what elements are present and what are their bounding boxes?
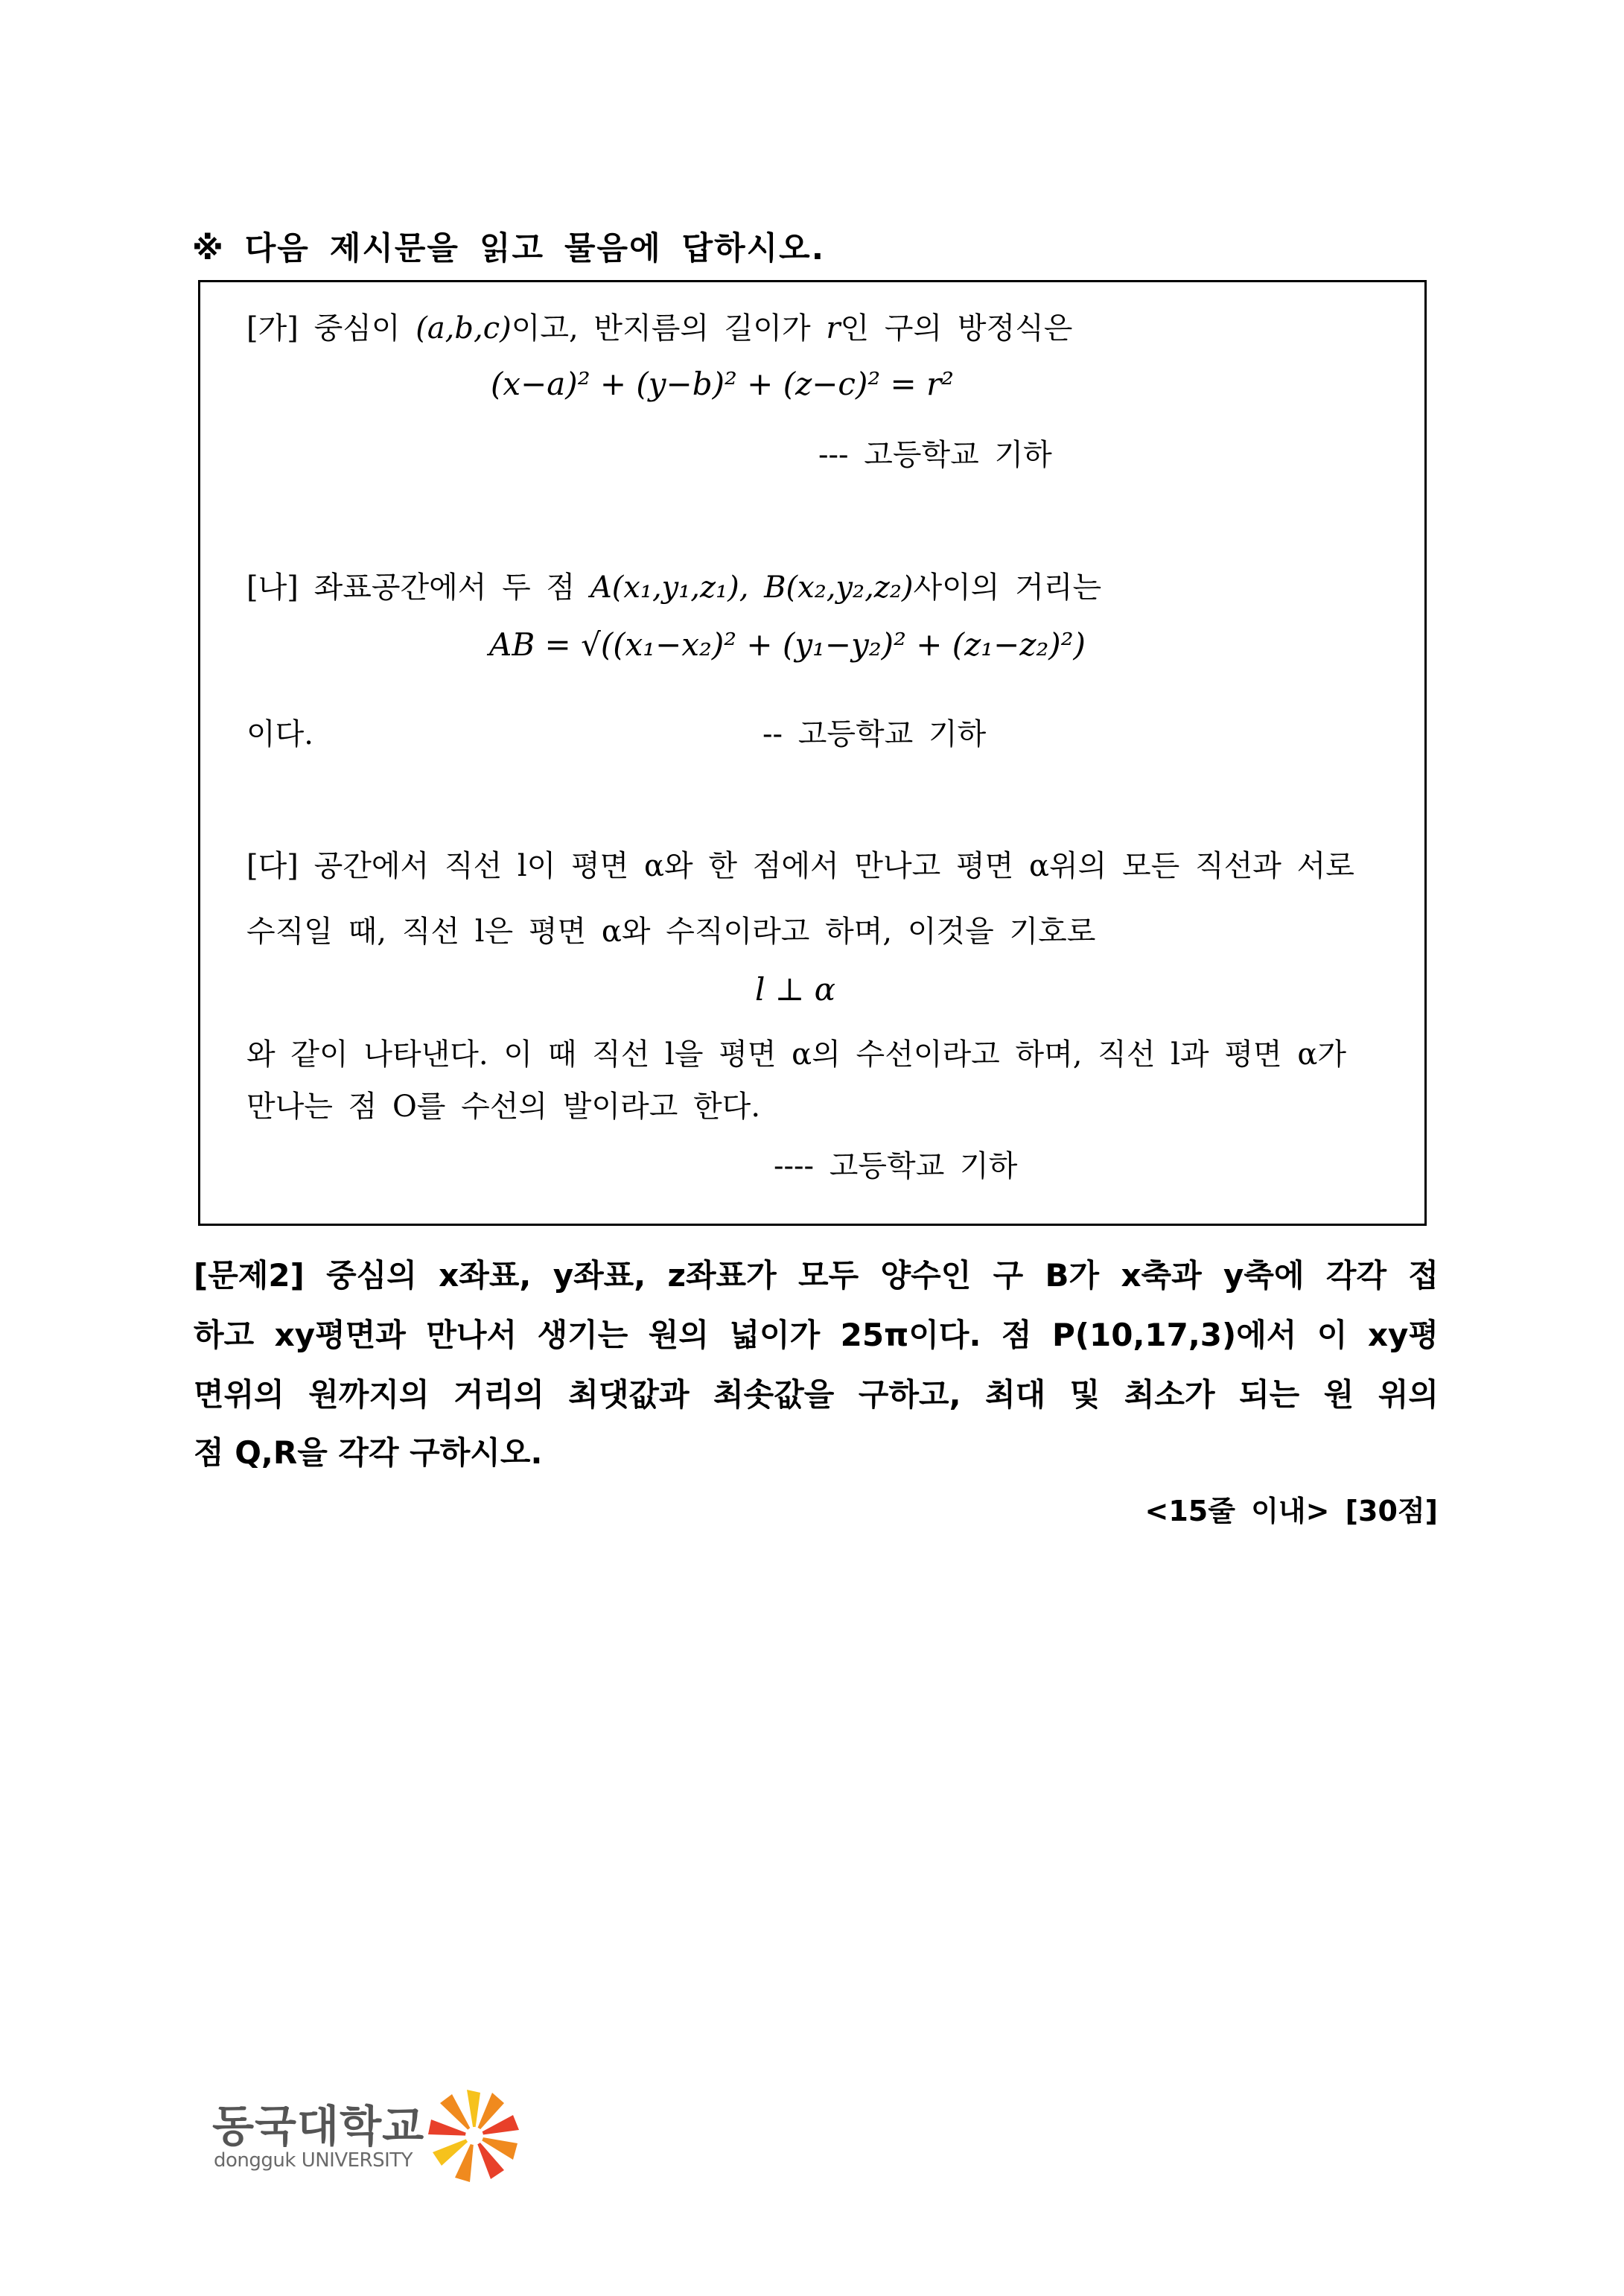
passage-ga-text-a: 중심이 <box>313 311 401 346</box>
passage-ga-tag: [가] <box>246 311 299 346</box>
logo-korean-text: 동국대학교 <box>212 2101 425 2152</box>
passage-ga-text-b: 이고, 반지름의 길이가 <box>511 311 811 346</box>
passage-ga-center: (a,b,c) <box>415 311 512 346</box>
passage-da-line2: 수직일 때, 직선 l은 평면 α와 수직이라고 하며, 이것을 기호로 <box>246 915 1096 949</box>
passage-na-text-b: 사이의 거리는 <box>913 570 1102 605</box>
logo-flame-icon <box>422 2082 526 2187</box>
passage-da-tag: [다] <box>246 849 299 883</box>
passage-da-text1: 공간에서 직선 l이 평면 α와 한 점에서 만나고 평면 α위의 모든 직선과 서로 <box>313 849 1354 883</box>
passage-na-text-a: 좌표공간에서 두 점 <box>313 570 576 605</box>
passage-da-source: ---- 고등학교 기하 <box>774 1149 1018 1183</box>
passage-na-line1 <box>246 564 1101 606</box>
answer-limit-and-points: <15줄 이내> [30점] <box>1144 1495 1438 1527</box>
passage-na-points: A(x₁,y₁,z₁), B(x₂,y₂,z₂) <box>590 570 914 605</box>
distance-equation: AB = √((x₁−x₂)² + (y₁−y₂)² + (z₁−z₂)²) <box>489 626 1086 663</box>
university-logo <box>212 2091 540 2195</box>
passage-box <box>198 280 1427 1226</box>
passage-na-tail: 이다. <box>246 717 313 751</box>
problem-line3: 면위의 원까지의 거리의 최댓값과 최솟값을 구하고, 최대 및 최소가 되는 원 위의 <box>194 1376 1439 1413</box>
passage-da-line1 <box>246 842 1354 885</box>
passage-na-source: -- 고등학교 기하 <box>762 717 987 751</box>
passage-na-tag: [나] <box>246 570 299 605</box>
passage-da-line3: 와 같이 나타낸다. 이 때 직선 l을 평면 α의 수선이라고 하며, 직선 l과 평면 α가 <box>246 1037 1346 1072</box>
problem-line2: 하고 xy평면과 만나서 생기는 원의 넓이가 25π이다. 점 P(10,17,3)에서 이 xy평 <box>194 1317 1439 1353</box>
sphere-equation: (x−a)² + (y−b)² + (z−c)² = r² <box>491 366 954 402</box>
passage-ga-text-c: 인 구의 방정식은 <box>840 311 1073 346</box>
passage-ga-line1 <box>246 305 1072 347</box>
instruction-heading: ※ 다음 제시문을 읽고 물음에 답하시오. <box>192 230 826 267</box>
problem-line1: [문제2] 중심의 x좌표, y좌표, z좌표가 모두 양수인 구 B가 x축과 y축에 각각 접 <box>194 1257 1439 1294</box>
logo-english-text: dongguk UNIVERSITY <box>214 2149 413 2172</box>
passage-ga-radius: r <box>826 311 841 346</box>
passage-ga-source: --- 고등학교 기하 <box>818 438 1052 472</box>
passage-da-line4: 만나는 점 O를 수선의 발이라고 한다. <box>246 1090 761 1124</box>
problem-line4: 점 Q,R을 각각 구하시오. <box>194 1434 543 1471</box>
perpendicular-symbol: l ⊥ α <box>755 971 835 1008</box>
